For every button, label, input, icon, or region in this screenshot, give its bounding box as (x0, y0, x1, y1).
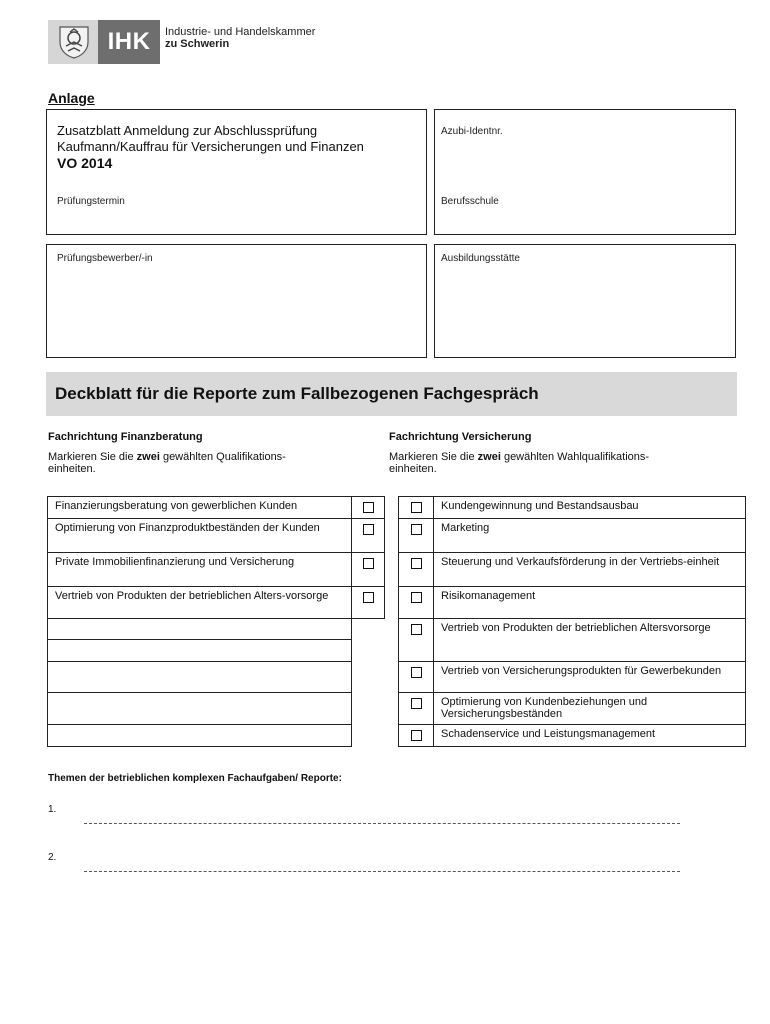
checkbox-icon[interactable] (363, 558, 374, 569)
berufsschule-label: Berufsschule (441, 196, 499, 207)
right-item: Kundengewinnung und Bestandsausbau (434, 497, 746, 519)
left-item: Optimierung von Finanzproduktbeständen der Kunden (48, 519, 352, 553)
left-col-heading: Fachrichtung Finanzberatung (48, 431, 203, 443)
table-row (48, 553, 746, 587)
left-item: Finanzierungsberatung von gewerblichen Kunden (48, 497, 352, 519)
checkbox-icon[interactable] (363, 592, 374, 603)
right-checkbox[interactable] (399, 619, 434, 662)
coat-of-arms-icon (56, 24, 92, 60)
checkbox-icon[interactable] (411, 592, 422, 603)
topic-number-1: 1. (48, 804, 57, 815)
left-checkbox[interactable] (352, 587, 385, 619)
themen-heading: Themen der betrieblichen komplexen Fachaufgaben/ Reporte: (48, 773, 342, 784)
topic-number-2: 2. (48, 852, 57, 863)
left-item: Private Immobilienfinanzierung und Versicherung (48, 553, 352, 587)
table-row (48, 693, 746, 725)
form-title-line2: Kaufmann/Kauffrau für Versicherungen und Finanzen (57, 139, 364, 154)
left-empty-cell[interactable] (48, 640, 352, 662)
right-item: Schadenservice und Leistungsmanagement (434, 725, 746, 747)
right-checkbox[interactable] (399, 662, 434, 693)
logo-line1: Industrie- und Handelskammer (165, 26, 316, 38)
right-item: Vertrieb von Produkten der betrieblichen Altersvorsorge (434, 619, 746, 662)
left-item: Vertrieb von Produkten der betrieblichen Alters-vorsorge (48, 587, 352, 619)
checkbox-icon[interactable] (411, 524, 422, 535)
logo-ihk-text: IHK (98, 20, 160, 64)
checkbox-icon[interactable] (411, 624, 422, 635)
right-item: Marketing (434, 519, 746, 553)
form-title-line3: VO 2014 (57, 155, 113, 171)
right-item: Steuerung und Verkaufsförderung in der Vertriebs-einheit (434, 553, 746, 587)
section-title: Deckblatt für die Reporte zum Fallbezogenen Fachgespräch (55, 384, 539, 403)
right-item: Vertrieb von Versicherungsprodukten für Gewerbekunden (434, 662, 746, 693)
right-checkbox[interactable] (399, 553, 434, 587)
right-checkbox[interactable] (399, 519, 434, 553)
topic-line-2[interactable] (84, 871, 680, 872)
right-col-heading: Fachrichtung Versicherung (389, 431, 532, 443)
right-checkbox[interactable] (399, 497, 434, 519)
right-checkbox[interactable] (399, 725, 434, 747)
bewerber-label: Prüfungsbewerber/-in (57, 253, 153, 264)
right-item: Risikomanagement (434, 587, 746, 619)
form-title-line1: Zusatzblatt Anmeldung zur Abschlussprüfung (57, 123, 318, 138)
checkbox-icon[interactable] (411, 502, 422, 513)
right-checkbox[interactable] (399, 587, 434, 619)
checkbox-icon[interactable] (411, 667, 422, 678)
checkbox-icon[interactable] (411, 558, 422, 569)
left-empty-cell[interactable] (48, 693, 352, 725)
left-col-instructions: Markieren Sie die zwei gewählten Qualifikations- einheiten. (48, 451, 286, 475)
azubi-label: Azubi-Identnr. (441, 126, 503, 137)
pruefungstermin-label: Prüfungstermin (57, 196, 125, 207)
checkbox-icon[interactable] (411, 730, 422, 741)
table-row (48, 587, 746, 619)
checkbox-icon[interactable] (363, 524, 374, 535)
left-empty-cell[interactable] (48, 662, 352, 693)
table-row (48, 725, 746, 747)
logo-line2: zu Schwerin (165, 38, 230, 50)
logo-chamber-name (165, 26, 315, 50)
table-row (48, 619, 746, 640)
table-row (48, 519, 746, 553)
topic-line-1[interactable] (84, 823, 680, 824)
left-checkbox[interactable] (352, 519, 385, 553)
right-item: Optimierung von Kundenbeziehungen und Versicherungsbeständen (434, 693, 746, 725)
form-title (57, 123, 364, 172)
left-empty-cell[interactable] (48, 725, 352, 747)
left-checkbox[interactable] (352, 553, 385, 587)
right-col-instructions: Markieren Sie die zwei gewählten Wahlqualifikations- einheiten. (389, 451, 650, 475)
checkbox-icon[interactable] (411, 698, 422, 709)
table-row (48, 497, 746, 519)
right-checkbox[interactable] (399, 693, 434, 725)
checkbox-icon[interactable] (363, 502, 374, 513)
table-row (48, 662, 746, 693)
anlage-heading: Anlage (48, 90, 95, 106)
left-empty-cell[interactable] (48, 619, 352, 640)
qualification-table (47, 496, 746, 747)
left-checkbox[interactable] (352, 497, 385, 519)
ausbildung-label: Ausbildungsstätte (441, 253, 520, 264)
